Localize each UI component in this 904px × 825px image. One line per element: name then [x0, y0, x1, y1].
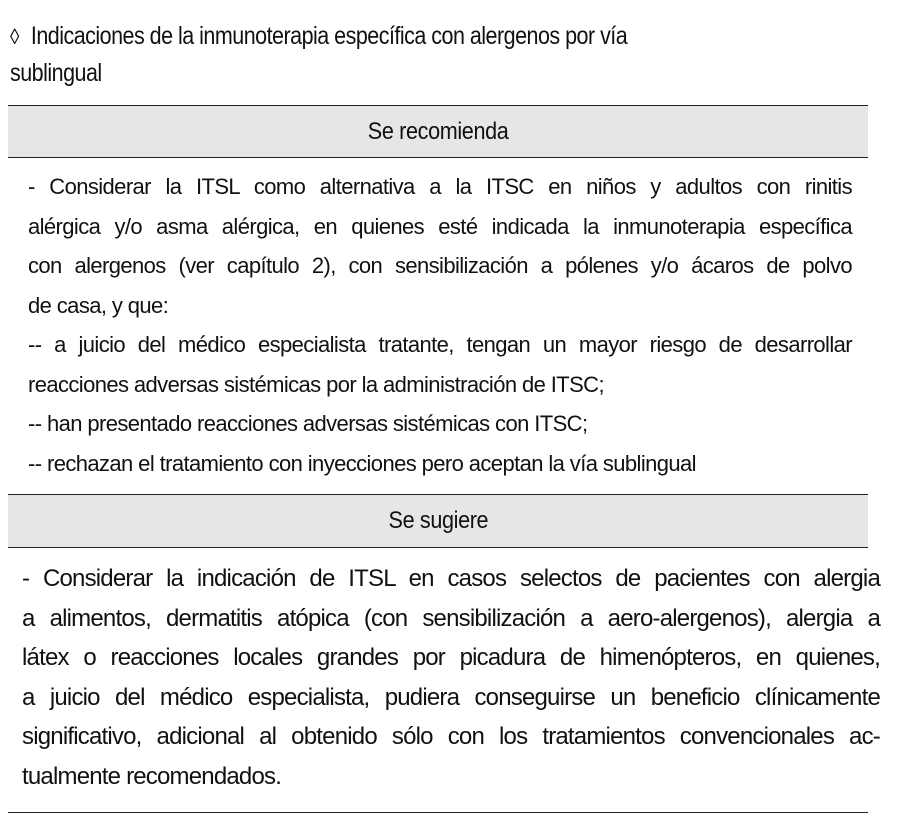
- body-line: con alergenos (ver capítulo 2), con sensibilización a pólenes y/o ácaros de polvo: [28, 253, 852, 278]
- body-line: a alimentos, dermatitis atópica (con sensibilización a aero-alergenos), alergia a: [22, 604, 880, 632]
- body-line: tualmente recomendados.: [22, 762, 282, 790]
- section-label: Se sugiere: [388, 507, 488, 534]
- body-line: significativo, adicional al obtenido sólo con los tratamientos convencionales ac-: [22, 723, 880, 750]
- table-bottom-rule: [8, 812, 868, 813]
- body-line: reacciones adversas sistémicas por la administración de ITSC;: [28, 371, 604, 397]
- body-line: -- han presentado reacciones adversas sistémicas con ITSC;: [28, 411, 588, 436]
- body-line: alérgica y/o asma alérgica, en quienes esté indicada la inmunoterapia específica: [28, 213, 852, 239]
- page-title: [10, 18, 870, 91]
- section-header-rule: [8, 547, 868, 548]
- title-text-line-1: Indicaciones de la inmunoterapia específica con alergenos por vía: [30, 22, 628, 50]
- body-line: de casa, y que:: [28, 292, 169, 318]
- section-label: Se recomienda: [367, 118, 509, 145]
- body-line: a juicio del médico especialista, pudiera conseguirse un beneficio clínicamente: [22, 683, 880, 711]
- diamond-bullet-icon: ◊: [10, 24, 19, 49]
- section-body-recomienda: [28, 167, 852, 483]
- body-line: látex o reacciones locales grandes por picadura de himenópteros, en quienes,: [22, 644, 880, 671]
- body-line: -- rechazan el tratamiento con inyecciones pero aceptan la vía sublingual: [28, 450, 696, 476]
- title-text-line-2: sublingual: [10, 59, 102, 87]
- body-line: - Considerar la ITSL como alternativa a la ITSC en niños y adultos con rinitis: [28, 174, 852, 199]
- section-header-recomienda: [8, 106, 868, 157]
- section-header-rule: [8, 157, 868, 158]
- body-line: - Considerar la indicación de ITSL en casos selectos de pacientes con alergia: [22, 565, 880, 592]
- title-line-1: [10, 18, 870, 55]
- body-line: -- a juicio del médico especialista tratante, tengan un mayor riesgo de desarrollar: [28, 332, 852, 357]
- section-header-sugiere: [8, 495, 868, 547]
- section-body-sugiere: [22, 559, 880, 796]
